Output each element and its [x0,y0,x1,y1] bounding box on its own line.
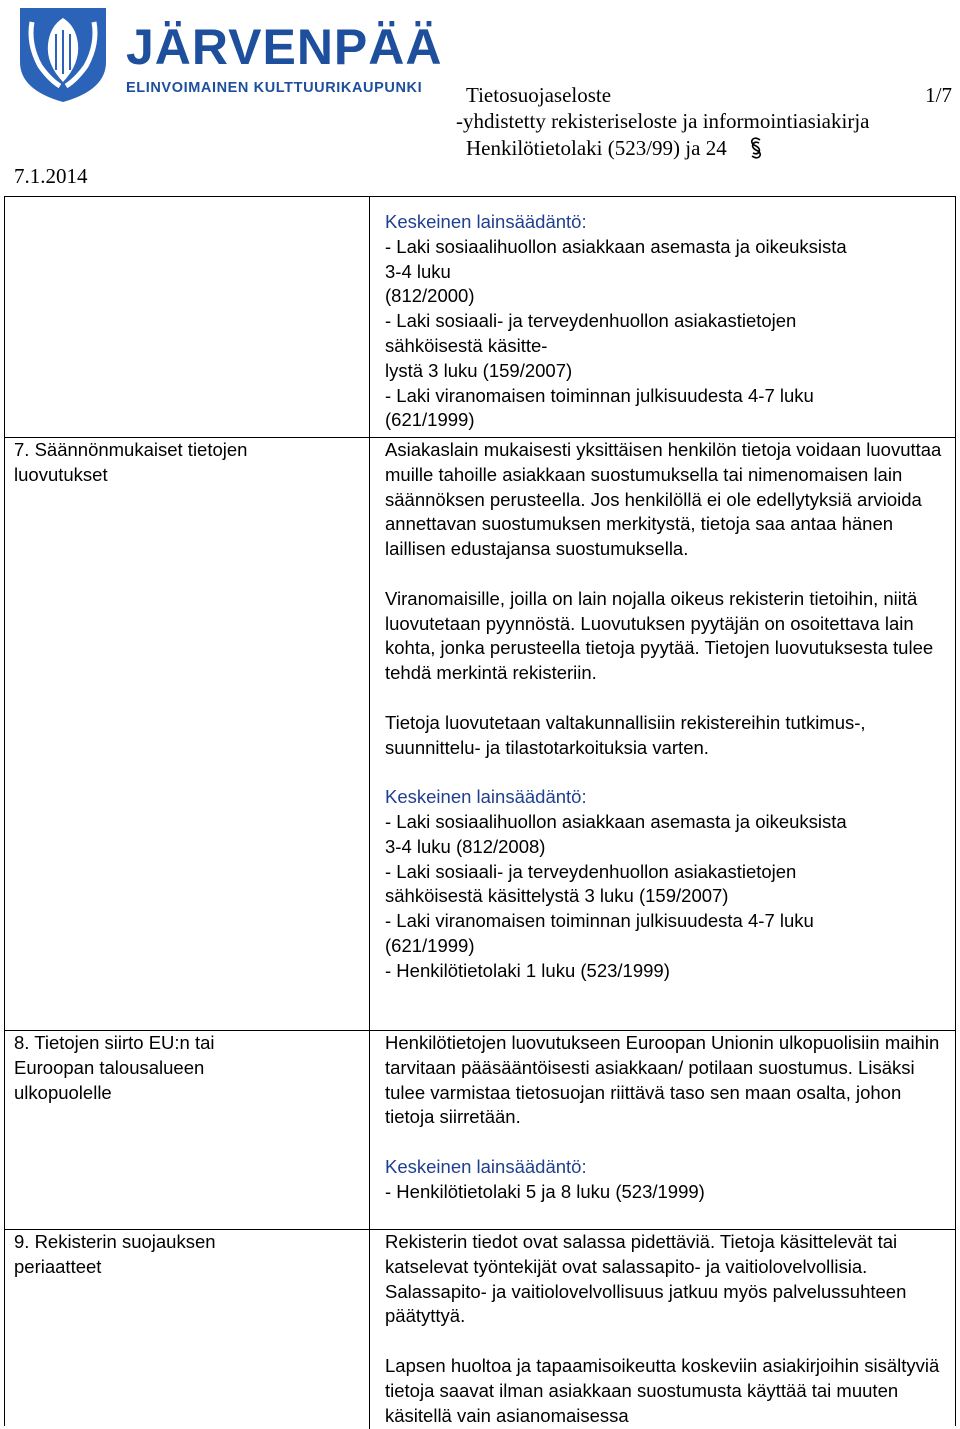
section-7-paragraph: Viranomaisille, joilla on lain nojalla oikeus rekisterin tietoihin, niitä luovutetaan pyynnöstä. Luovutuksen pyytäjän on osoitettava lain kohta, jonka perusteella tietoja pyytää. Tietojen luovutuksesta tulee tehdä merkintä rekisteriin. [385,587,934,684]
section-7-label: 7. Säännönmukaiset tietojen luovutukset [14,439,248,485]
page-number: 1/7 [925,83,952,107]
section-9-paragraph: Lapsen huoltoa ja tapaamisoikeutta koskeviin asiakirjoihin sisältyviä tietoja saavat ilman asiakkaan suostumusta käyttää tai muuten käsitellä vain asianomaisessa [385,1354,940,1426]
legislation-line: (812/2000) [385,285,475,307]
logo-wordmark: JÄRVENPÄÄ [126,19,443,75]
logo-tagline: ELINVOIMAINEN KULTTUURIKAUPUNKI [126,80,423,96]
section-9-content [385,1230,953,1428]
legislation-line: - Henkilötietolaki 5 ja 8 luku (523/1999) [385,1180,705,1202]
legislation-heading: Keskeinen lainsäädäntö: [385,211,587,232]
legislation-line: - Henkilötietolaki 1 luku (523/1999) [385,959,670,981]
section-8-paragraph: Henkilötietojen luovutukseen Euroopan Unionin ulkopuolisiin maihin tarvitaan pääsääntöisesti asiakkaan/ potilaan suostumus. Lisäksi tulee varmistaa tietosuojan riittävä taso sen maan osalta, johon tietoja siirretään. [385,1032,940,1128]
legislation-line: 3-4 luku [385,260,451,282]
intro-legislation [385,210,953,433]
section-7-content [385,438,953,984]
legislation-heading: Keskeinen lainsäädäntö: [385,786,587,808]
legislation-line: - Laki sosiaalihuollon asiakkaan asemasta ja oikeuksista [385,810,847,832]
legislation-line: - Laki sosiaali- ja terveydenhuollon asiakastietojen [385,860,797,882]
legislation-line: - Laki viranomaisen toiminnan julkisuudesta 4-7 luku [385,910,814,932]
legislation-line: 3-4 luku (812/2008) [385,835,546,857]
legislation-line: - Laki viranomaisen toiminnan julkisuudesta 4-7 luku [385,384,814,406]
document-title: Tietosuojaseloste [466,83,612,107]
section-8-label: 8. Tietojen siirto EU:n tai Euroopan talousalueen ulkopuolelle [14,1032,215,1103]
legislation-line: lystä 3 luku (159/2007) [385,359,573,381]
section-7-paragraph: Asiakaslain mukaisesti yksittäisen henkilön tietoja voidaan luovuttaa muille tahoille asiakkaan suostumuksella tai nimenomaisen lain säännöksen perusteella. Jos henkilöllä ei ole edellytyksiä arvioida annettavan suostumuksen merkitystä, tietoja saa antaa hänen laillisen edustajansa suostumuksella. [385,439,942,560]
legislation-heading: Keskeinen lainsäädäntö: [385,1155,587,1177]
jarvenpaa-logo [10,4,450,104]
section-9-paragraph: Rekisterin tiedot ovat salassa pidettäviä. Tietoja käsittelevät tai katselevat työntekijät ovat salassapito- ja vaitiolovelvollisia. Salassapito- ja vaitiolovelvollisuus jatkuu myös palvelussuhteen päätyttyä. [385,1231,907,1327]
legislation-line: - Laki sosiaalihuollon asiakkaan asemasta ja oikeuksista [385,235,847,257]
lyre-emblem-icon [10,4,116,104]
section-7-paragraph: Tietoja luovutetaan valtakunnallisiin rekistereihin tutkimus-, suunnittelu- ja tilastotarkoituksia varten. [385,711,866,758]
column-divider [369,196,370,1429]
legislation-line: sähköisestä käsittelystä 3 luku (159/2007) [385,885,729,907]
legislation-line: (621/1999) [385,934,475,956]
legislation-line: sähköisestä käsitte- [385,334,548,356]
legislation-line: (621/1999) [385,409,475,431]
section-9-label: 9. Rekisterin suojauksen periaatteet [14,1231,216,1277]
section-8-content [385,1031,953,1205]
legislation-line: - Laki sosiaali- ja terveydenhuollon asiakastietojen [385,310,797,332]
document-subtitle: -yhdistetty rekisteriseloste ja informointiasiakirja [456,109,870,133]
section-sign-icon [748,137,764,159]
law-reference: Henkilötietolaki (523/99) ja 24 [466,136,727,160]
document-date: 7.1.2014 [14,164,88,188]
